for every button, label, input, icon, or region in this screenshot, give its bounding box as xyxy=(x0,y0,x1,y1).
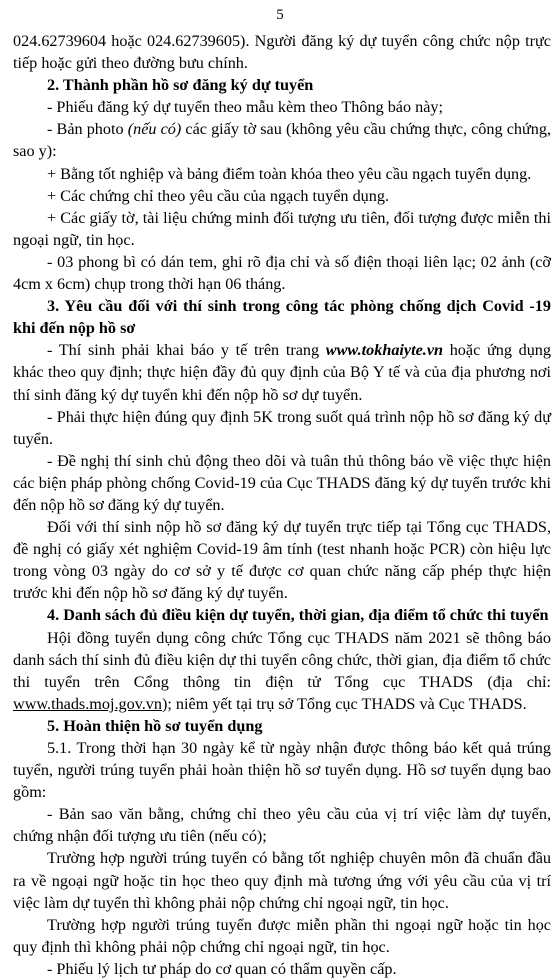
paragraph-exemption-exam: Trường hợp người trúng tuyển được miễn phần thi ngoại ngữ hoặc tin học quy định thì không phải nộp chứng chỉ ngoại ngữ, tin học. xyxy=(13,915,551,956)
heading-section-3: 3. Yêu cầu đối với thí sinh trong công tác phòng chống dịch Covid -19 khi đến nộp hồ sơ xyxy=(13,297,551,338)
paragraph-certificates: + Các chứng chỉ theo yêu cầu của ngạch tuyển dụng. xyxy=(47,186,389,205)
paragraph-exemption-diploma: Trường hợp người trúng tuyển có bằng tốt nghiệp chuyên môn đã chuẩn đầu ra về ngoại ngữ hoặc tin học theo quy định mà tương ứng với yêu cầu của vị trí việc làm dự tuyển thì không phải nộp chứng chỉ ngoại ngữ, tin học. xyxy=(13,849,551,912)
health-declaration-site[interactable]: www.tokhaiyte.vn xyxy=(325,341,444,360)
heading-section-4: 4. Danh sách đủ điều kiện dự tuyển, thời gian, địa điểm tổ chức thi tuyển xyxy=(47,606,549,625)
paragraph-5-1: 5.1. Trong thời hạn 30 ngày kể từ ngày nhận được thông báo kết quả trúng tuyển, người trúng tuyển phải hoàn thiện hồ sơ tuyển dụng. Hồ sơ tuyển dụng bao gồm: xyxy=(13,739,551,802)
paragraph-registration-form: - Phiếu đăng ký dự tuyển theo mẫu kèm theo Thông báo này; xyxy=(47,98,444,117)
paragraph-judicial-record: - Phiếu lý lịch tư pháp do cơ quan có thẩm quyền cấp. xyxy=(47,959,397,978)
thads-website-link[interactable]: www.thads.moj.gov.vn xyxy=(13,694,162,713)
heading-section-2: 2. Thành phần hồ sơ đăng ký dự tuyển xyxy=(47,76,314,95)
document-body xyxy=(13,30,551,980)
paragraph-covid-test: Đối với thí sinh nộp hồ sơ đăng ký dự tuyển trực tiếp tại Tổng cục THADS, đề nghị có giấy xét nghiệm Covid-19 âm tính (test nhanh hoặc PCR) còn hiệu lực trong vòng 03 ngày do cơ sở y tế được cơ quan chức năng cấp phép thực hiện trước khi đến nộp hồ sơ đăng ký dự tuyển. xyxy=(13,518,551,603)
paragraph-photo-copies: - Bản photo (nếu có) các giấy tờ sau (không yêu cầu chứng thực, công chứng, sao y): xyxy=(13,120,551,161)
paragraph-5k-rule: - Phải thực hiện đúng quy định 5K trong suốt quá trình nộp hồ sơ đăng ký dự tuyển. xyxy=(13,407,551,448)
paragraph-diploma-copies: - Bản sao văn bằng, chứng chỉ theo yêu cầu của vị trí việc làm dự tuyển, chứng nhận đối tượng ưu tiên (nếu có); xyxy=(13,805,551,846)
paragraph-candidate-list: Hội đồng tuyển dụng công chức Tổng cục THADS năm 2021 sẽ thông báo danh sách thí sinh đủ điều kiện dự thi tuyển công chức, thời gian, địa điểm tổ chức thi tuyển trên Cổng thông tin điện tử Tổng cục THADS (địa chỉ: www.thads.moj.gov.vn); niêm yết tại trụ sở Tổng cục THADS và Cục THADS. xyxy=(13,628,551,713)
page-number: 5 xyxy=(276,7,284,23)
paragraph-follow-notices: - Đề nghị thí sinh chủ động theo dõi và tuân thủ thông báo về việc thực hiện các biện pháp phòng chống Covid-19 của Cục THADS đăng ký dự tuyển trước khi đến nộp hồ sơ đăng ký dự tuyển. xyxy=(13,451,551,514)
heading-section-5: 5. Hoàn thiện hồ sơ tuyển dụng xyxy=(47,716,263,735)
paragraph-envelopes-photos: - 03 phong bì có dán tem, ghi rõ địa chỉ và số điện thoại liên lạc; 02 ảnh (cỡ 4cm x 6cm) chụp trong thời hạn 06 tháng. xyxy=(13,252,551,294)
paragraph-health-declaration: - Thí sinh phải khai báo y tế trên trang www.tokhaiyte.vn hoặc ứng dụng khác theo quy định; thực hiện đầy đủ quy định của Bộ Y tế và của địa phương nơi thí sinh đăng ký dự tuyển khi đến nộp hồ sơ dự tuyển. xyxy=(13,341,551,404)
paragraph-contact: 024.62739604 hoặc 024.62739605). Người đăng ký dự tuyển công chức nộp trực tiếp hoặc gửi theo đường bưu chính. xyxy=(13,32,551,73)
paragraph-priority-documents: + Các giấy tờ, tài liệu chứng minh đối tượng ưu tiên, đối tượng được miễn thi ngoại ngữ, tin học. xyxy=(13,208,551,249)
paragraph-diploma: + Bằng tốt nghiệp và bảng điểm toàn khóa theo yêu cầu ngạch tuyển dụng. xyxy=(47,164,532,183)
